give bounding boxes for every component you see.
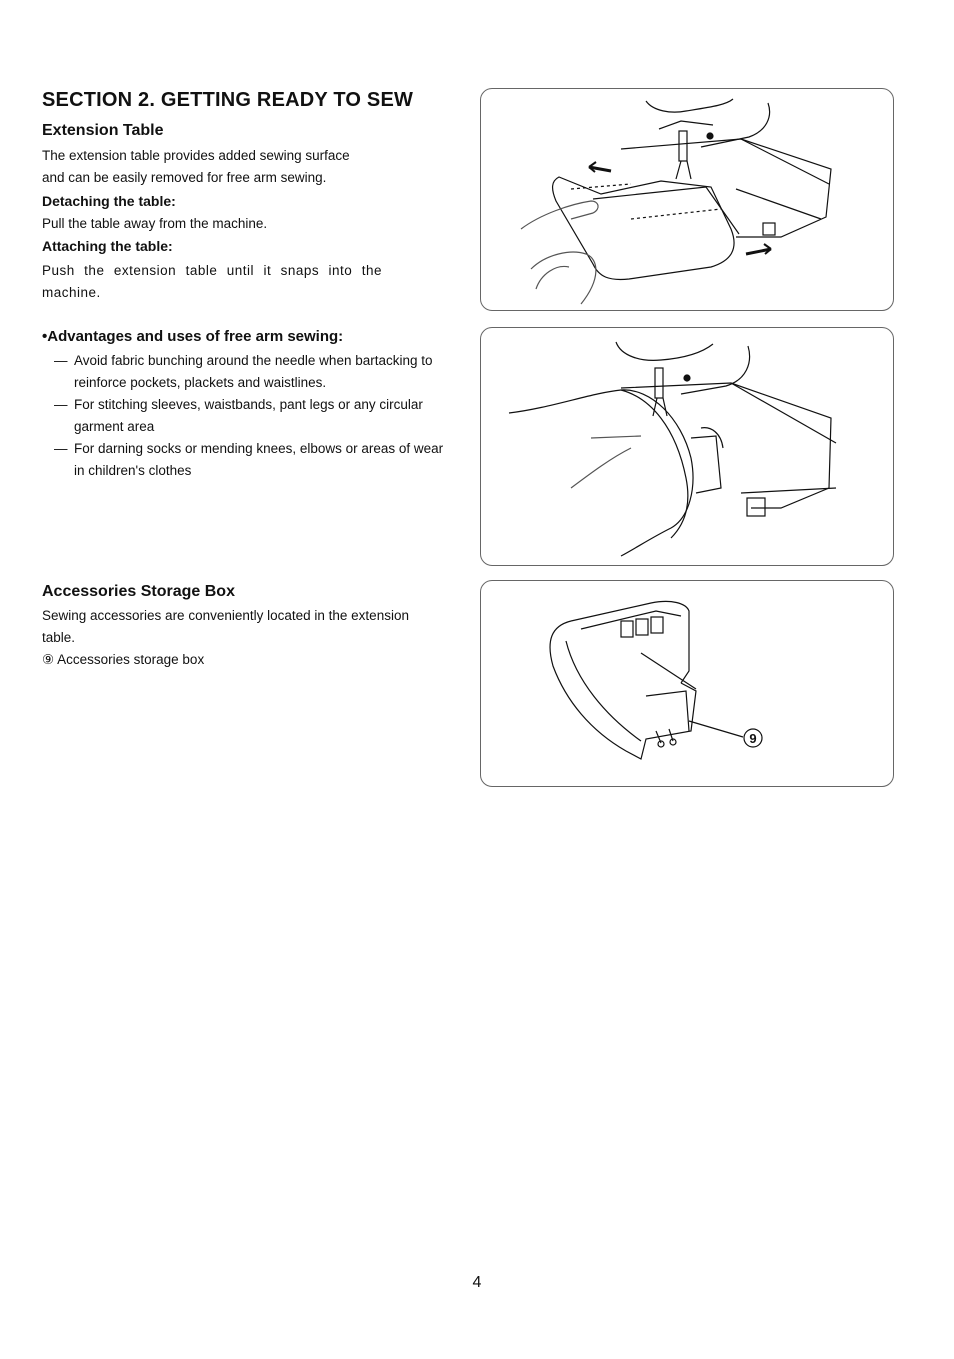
free-arm-illustration: [481, 328, 893, 565]
bullet-dash: —: [54, 441, 68, 456]
callout-number: ⑨: [42, 652, 55, 667]
free-arm-figure: [480, 327, 894, 566]
extension-table-intro-line-1: The extension table provides added sewing surface: [42, 148, 350, 163]
extension-table-illustration: [481, 89, 893, 310]
extension-table-heading: Extension Table: [42, 122, 164, 139]
detaching-text: Pull the table away from the machine.: [42, 216, 268, 231]
accessories-text: Sewing accessories are conveniently located in the extension table.: [42, 608, 409, 645]
extension-table-figure: [480, 88, 894, 311]
accessories-figure: [480, 580, 894, 787]
list-item: [42, 350, 452, 394]
bullet-text: For darning socks or mending knees, elbows or areas of wear in children's clothes: [74, 441, 444, 478]
extension-table-intro-line-2: and can be easily removed for free arm sewing.: [42, 170, 327, 185]
callout-label: Accessories storage box: [57, 652, 205, 667]
bullet-text: Avoid fabric bunching around the needle when bartacking to reinforce pockets, plackets and waistlines.: [74, 353, 433, 390]
bullet-dash: —: [54, 397, 68, 412]
accessories-callout-line: [42, 649, 204, 671]
free-arm-list: [42, 350, 452, 482]
section-title: SECTION 2. GETTING READY TO SEW: [42, 89, 414, 111]
page-number: 4: [472, 1274, 482, 1291]
bullet-text: For stitching sleeves, waistbands, pant legs or any circular garment area: [74, 397, 423, 434]
bullet-dash: —: [54, 353, 68, 368]
free-arm-heading: •Advantages and uses of free arm sewing:: [42, 328, 344, 345]
list-item: [42, 394, 452, 438]
attaching-heading: Attaching the table:: [42, 238, 173, 254]
detaching-heading: Detaching the table:: [42, 193, 176, 209]
attaching-text: Push the extension table until it snaps into the machine.: [42, 263, 382, 300]
figure-callout-number: 9: [749, 731, 757, 746]
list-item: [42, 438, 452, 482]
storage-box-illustration: [481, 581, 893, 786]
accessories-heading: Accessories Storage Box: [42, 583, 235, 600]
